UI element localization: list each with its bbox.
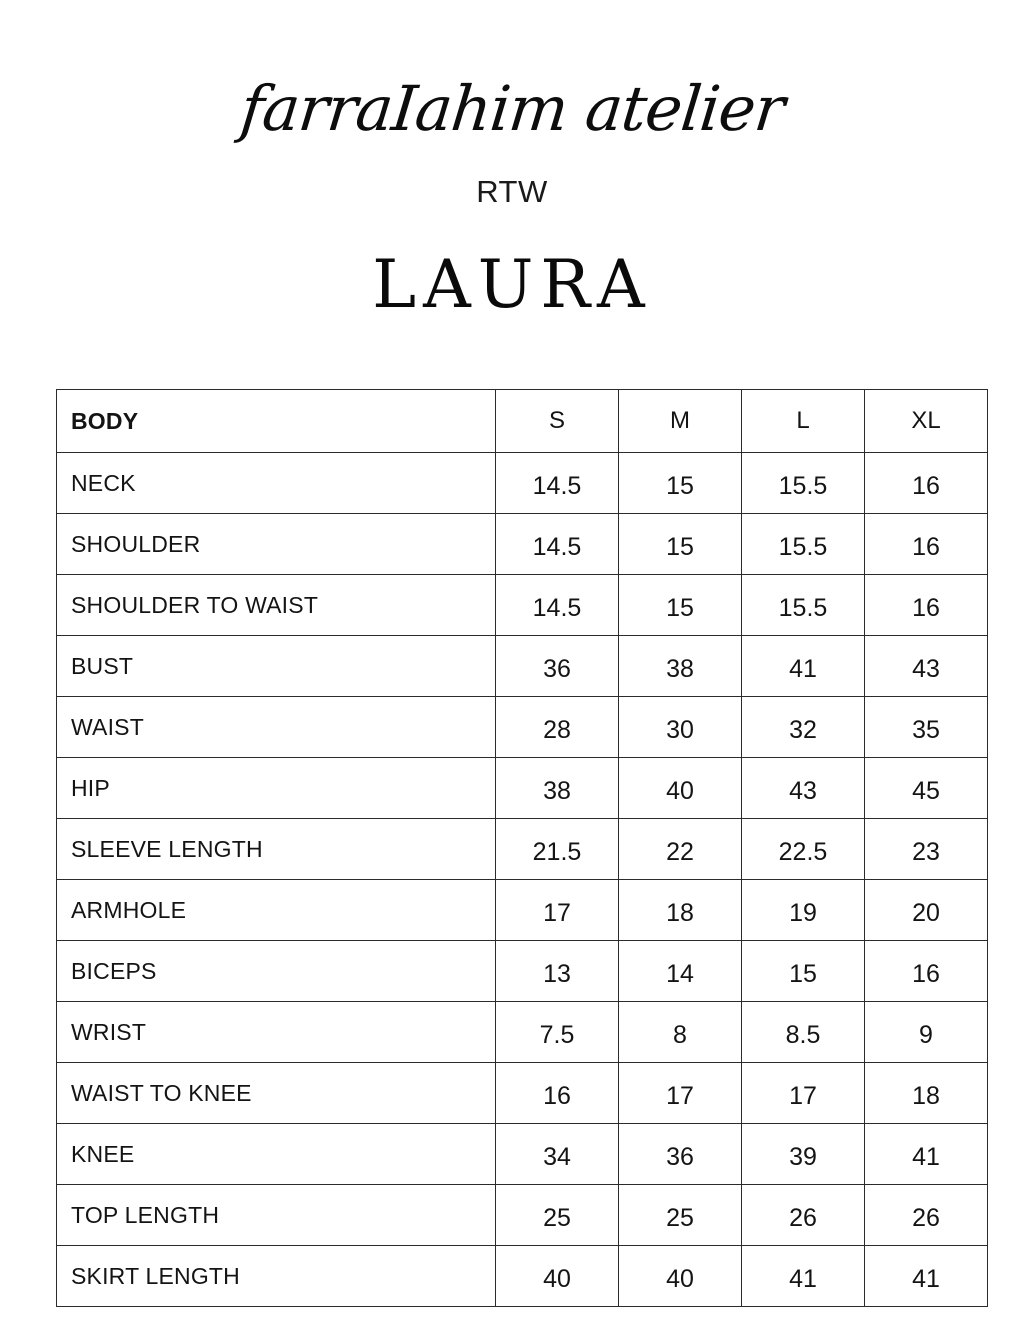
cell-xl: 26 [865, 1185, 988, 1246]
cell-xl: 16 [865, 514, 988, 575]
table-row [57, 941, 988, 1002]
cell-s: 17 [496, 880, 619, 941]
table-header [57, 390, 988, 453]
cell-l: 41 [742, 636, 865, 697]
brand-header [0, 0, 1024, 145]
cell-xl: 16 [865, 453, 988, 514]
cell-s: 14.5 [496, 514, 619, 575]
cell-m: 30 [619, 697, 742, 758]
cell-m: 40 [619, 1246, 742, 1307]
row-label: NECK [57, 453, 496, 514]
cell-s: 7.5 [496, 1002, 619, 1063]
cell-l: 15.5 [742, 575, 865, 636]
cell-xl: 16 [865, 575, 988, 636]
cell-l: 26 [742, 1185, 865, 1246]
cell-l: 39 [742, 1124, 865, 1185]
row-label: SKIRT LENGTH [57, 1246, 496, 1307]
row-label: TOP LENGTH [57, 1185, 496, 1246]
row-label: BUST [57, 636, 496, 697]
cell-s: 36 [496, 636, 619, 697]
cell-s: 21.5 [496, 819, 619, 880]
table-row [57, 880, 988, 941]
row-label: WRIST [57, 1002, 496, 1063]
cell-m: 25 [619, 1185, 742, 1246]
cell-s: 34 [496, 1124, 619, 1185]
table-row [57, 1002, 988, 1063]
table-row [57, 453, 988, 514]
row-label: HIP [57, 758, 496, 819]
row-label: BICEPS [57, 941, 496, 1002]
cell-xl: 20 [865, 880, 988, 941]
cell-m: 38 [619, 636, 742, 697]
cell-xl: 45 [865, 758, 988, 819]
table-row [57, 1185, 988, 1246]
table-row [57, 819, 988, 880]
table-row [57, 1063, 988, 1124]
cell-xl: 41 [865, 1124, 988, 1185]
cell-l: 17 [742, 1063, 865, 1124]
row-label: SLEEVE LENGTH [57, 819, 496, 880]
table-row [57, 758, 988, 819]
cell-l: 32 [742, 697, 865, 758]
column-header-m: M [619, 390, 742, 453]
row-label: SHOULDER TO WAIST [57, 575, 496, 636]
cell-m: 18 [619, 880, 742, 941]
brand-wordmark: farraIahim atelier [236, 72, 788, 145]
collection-line-label: RTW [476, 174, 548, 209]
cell-l: 8.5 [742, 1002, 865, 1063]
cell-l: 43 [742, 758, 865, 819]
cell-l: 15.5 [742, 514, 865, 575]
cell-s: 14.5 [496, 575, 619, 636]
cell-l: 41 [742, 1246, 865, 1307]
cell-m: 15 [619, 453, 742, 514]
row-label: SHOULDER [57, 514, 496, 575]
cell-l: 15.5 [742, 453, 865, 514]
column-header-body: BODY [57, 390, 496, 453]
table-row [57, 636, 988, 697]
cell-m: 36 [619, 1124, 742, 1185]
row-label: WAIST [57, 697, 496, 758]
column-header-l: L [742, 390, 865, 453]
cell-xl: 18 [865, 1063, 988, 1124]
row-label: ARMHOLE [57, 880, 496, 941]
cell-s: 14.5 [496, 453, 619, 514]
cell-l: 22.5 [742, 819, 865, 880]
column-header-xl: XL [865, 390, 988, 453]
cell-l: 15 [742, 941, 865, 1002]
cell-s: 13 [496, 941, 619, 1002]
cell-xl: 16 [865, 941, 988, 1002]
cell-m: 22 [619, 819, 742, 880]
table-body [57, 453, 988, 1307]
cell-s: 16 [496, 1063, 619, 1124]
cell-m: 15 [619, 575, 742, 636]
cell-xl: 35 [865, 697, 988, 758]
cell-xl: 41 [865, 1246, 988, 1307]
cell-xl: 23 [865, 819, 988, 880]
cell-m: 14 [619, 941, 742, 1002]
table-row [57, 514, 988, 575]
cell-s: 38 [496, 758, 619, 819]
cell-m: 17 [619, 1063, 742, 1124]
cell-s: 28 [496, 697, 619, 758]
cell-m: 40 [619, 758, 742, 819]
table-row [57, 697, 988, 758]
table-header-row [57, 390, 988, 453]
cell-xl: 43 [865, 636, 988, 697]
row-label: KNEE [57, 1124, 496, 1185]
cell-l: 19 [742, 880, 865, 941]
table-row [57, 1124, 988, 1185]
measurements-table [56, 389, 988, 1307]
table-row [57, 575, 988, 636]
page-title: LAURA [372, 246, 652, 323]
cell-xl: 9 [865, 1002, 988, 1063]
column-header-s: S [496, 390, 619, 453]
cell-s: 40 [496, 1246, 619, 1307]
cell-m: 15 [619, 514, 742, 575]
row-label: WAIST TO KNEE [57, 1063, 496, 1124]
measurements-table-wrapper [56, 389, 968, 1307]
table-row [57, 1246, 988, 1307]
cell-s: 25 [496, 1185, 619, 1246]
cell-m: 8 [619, 1002, 742, 1063]
